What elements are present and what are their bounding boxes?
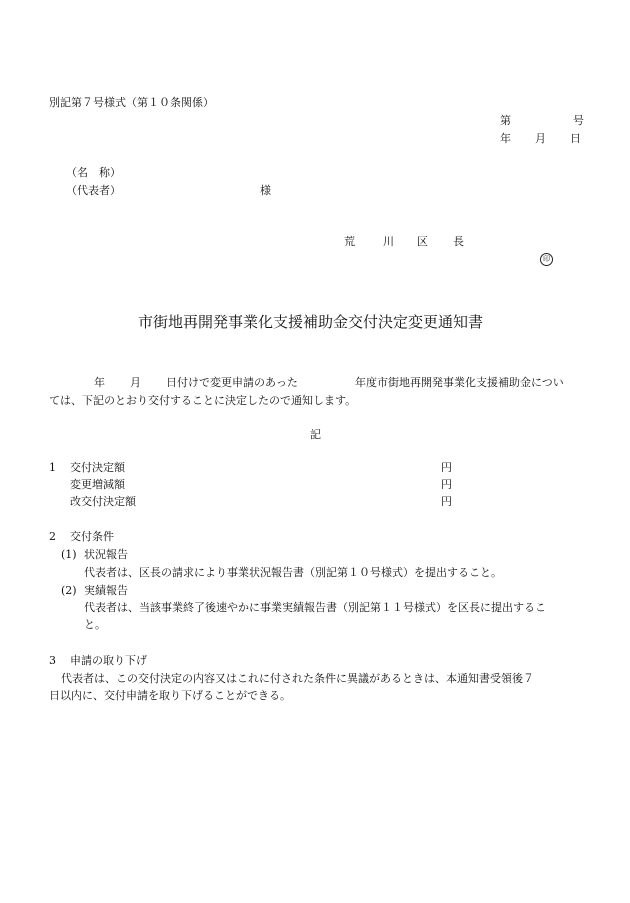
section1-item-label: 変更増減額	[70, 478, 125, 491]
section2-sub1-number: (1)	[61, 548, 77, 561]
intro-year: 年	[94, 376, 105, 389]
issuer-char-1: 荒	[344, 235, 355, 248]
issuer-char-4: 長	[453, 235, 464, 248]
section3-heading: 申請の取り下げ	[70, 654, 147, 667]
date-day: 日	[570, 132, 581, 145]
section1-number: 1	[49, 461, 56, 474]
section1-item-unit: 円	[441, 495, 452, 508]
section3-body-line2: 日以内に、交付申請を取り下げることができる。	[49, 689, 291, 702]
intro-month: 月	[130, 376, 141, 389]
ki-heading: 記	[310, 428, 321, 441]
form-label: 別記第７号様式（第１０条関係）	[49, 96, 214, 109]
section2-sub1-body: 代表者は、区長の請求により事業状況報告書（別記第１０号様式）を提出すること。	[84, 566, 502, 579]
issuer-char-3: 区	[417, 235, 428, 248]
intro-text: 日付けで変更申請のあった	[166, 376, 298, 389]
recipient-name-label: （名 称）	[66, 166, 121, 179]
doc-number-prefix: 第	[500, 114, 511, 127]
recipient-rep-label: （代表者）	[66, 184, 121, 197]
section1-item-unit: 円	[441, 478, 452, 491]
section2-heading: 交付条件	[70, 530, 114, 543]
intro-text-rest: 年度市街地再開発事業化支援補助金につい	[355, 376, 564, 389]
section2-sub1-heading: 状況報告	[84, 548, 128, 561]
section1-item-unit: 円	[441, 461, 452, 474]
date-month: 月	[535, 132, 546, 145]
section2-sub2-body-line1: 代表者は、当該事業終了後速やかに事業実績報告書（別記第１１号様式）を区長に提出するこ	[84, 601, 546, 614]
intro-line-2: ては、下記のとおり交付することに決定したので通知します。	[49, 394, 357, 407]
section1-item-label: 改交付決定額	[70, 495, 136, 508]
section2-sub2-body-line2: と。	[84, 618, 106, 631]
issuer-char-2: 川	[383, 235, 394, 248]
section1-item-label: 交付決定額	[70, 461, 125, 474]
recipient-honorific: 様	[260, 184, 271, 197]
section2-sub2-heading: 実績報告	[84, 584, 128, 597]
section2-number: 2	[49, 530, 56, 543]
document-title: 市街地再開発事業化支援補助金交付決定変更通知書	[138, 313, 484, 331]
section2-sub2-number: (2)	[61, 584, 77, 597]
doc-number-suffix: 号	[573, 114, 584, 127]
section3-body-line1: 代表者は、この交付決定の内容又はこれに付された条件に異議があるときは、本通知書受領後７	[61, 672, 534, 685]
date-year: 年	[500, 132, 511, 145]
section3-number: 3	[49, 654, 56, 667]
seal-mark: 印	[540, 253, 553, 266]
